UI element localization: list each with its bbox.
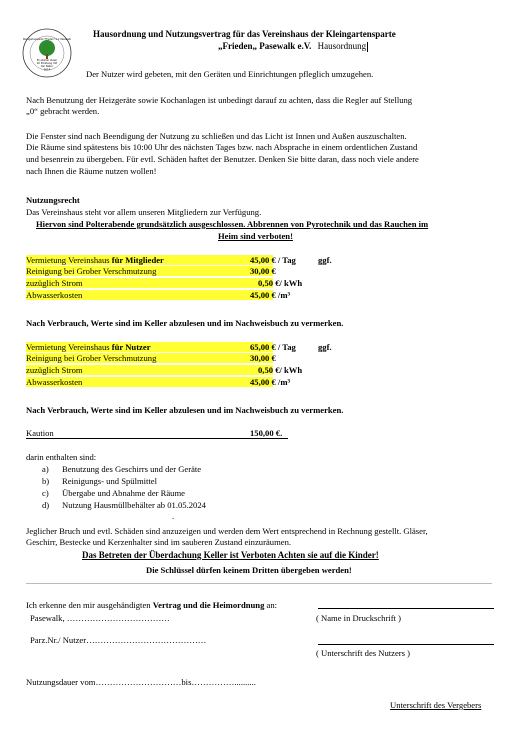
price-value: 0,50 €/ kWh [258, 365, 303, 375]
kaution-value: 150,00 €. [250, 428, 283, 438]
price-value: 30,00 € [250, 266, 276, 276]
price-value: 30,00 € [250, 353, 276, 363]
parz-field[interactable]: Parz.Nr./ Nutzer…………………………………… [30, 635, 207, 645]
price-value: 0,50 €/ kWh [258, 278, 303, 288]
price-extra: ggf. [318, 342, 332, 352]
p1-line-2: „0“ gebracht werden. [26, 106, 100, 116]
price-extra: ggf. [318, 255, 332, 265]
title-suffix: Hausordnung [317, 41, 367, 51]
list-item: Benutzung des Geschirrs und der Geräte [62, 464, 202, 474]
note-meter-1: Nach Verbrauch, Werte sind im Keller abzulesen und im Nachweisbuch zu vermerken. [26, 318, 344, 328]
warning-keller: Das Betreten der Überdachung Keller ist Verboten Achten sie auf die Kinder! [82, 550, 379, 560]
included-heading: darin enthalten sind: [26, 452, 97, 462]
name-caption: ( Name in Druckschrift ) [316, 613, 401, 623]
list-marker: a) [42, 464, 49, 474]
p1-line-1: Nach Benutzung der Heizgeräte sowie Kochanlagen ist unbedingt darauf zu achten, dass die Regler auf Stellung [26, 95, 413, 105]
p2-line-1: Die Fenster sind nach Beendigung der Nutzung zu schließen und das Licht ist Innen und Außen auszuschalten. [26, 131, 407, 141]
list-marker: c) [42, 488, 49, 498]
p3-line-2: Geschirr, Bestecke und Kerzenhalter sind im sauberen Zustand einzuräumen. [26, 537, 292, 547]
price-row: Reinigung bei Grober Verschmutzung [26, 353, 157, 363]
p2-line-2: Die Räume sind spätestens bis 10:00 Uhr des nächsten Tages bzw. nach Absprache in einem ordentlichen Zustand [26, 142, 418, 152]
intro-text: Der Nutzer wird gebeten, mit den Geräten und Einrichtungen pfleglich umzugehen. [86, 69, 374, 79]
price-value: 45,00 € /m³ [250, 290, 291, 300]
price-row: Reinigung bei Grober Verschmutzung [26, 266, 157, 276]
warning-keys: Die Schlüssel dürfen keinem Dritten übergeben werden! [146, 565, 352, 575]
warning-polterabend-1: Hiervon sind Polterabende grundsätzlich ausgeschlossen. Abbrennen von Pyrotechnik und das Rauchen im [36, 219, 429, 229]
price-row: Vermietung Vereinshaus für Mitglieder [26, 255, 164, 265]
list-item: Reinigungs- und Spülmittel [62, 476, 158, 486]
stray-dot: . [172, 511, 175, 521]
club-logo [22, 28, 72, 78]
price-value: 65,00 € / Tag [250, 342, 296, 352]
nutzungsrecht-text: Das Vereinshaus steht vor allem unseren Mitgliedern zur Verfügung. [26, 207, 262, 217]
p2-line-3: und besenrein zu übergeben. Für evtl. Schäden haftet der Benutzer. Denken Sie bitte daran, dass noch viele andere [26, 154, 419, 164]
club-name: „Frieden„ Pasewalk e.V. [218, 41, 312, 51]
note-meter-2: Nach Verbrauch, Werte sind im Keller abzulesen und im Nachweisbuch zu vermerken. [26, 405, 344, 415]
title-line-2 [218, 41, 368, 52]
issuer-signature: Unterschrift des Vergebers [390, 700, 482, 710]
acknowledge-text: Ich erkenne den mir ausgehändigten Vertrag und die Heimordnung an: [26, 600, 278, 610]
price-row: zuzüglich Strom [26, 365, 83, 375]
price-row: Abwasserkosten [26, 377, 83, 387]
title-line-1: Hausordnung und Nutzungsvertrag für das Vereinshaus der Kleingartensparte [93, 29, 396, 39]
svg-text:Ein starker Verein: Ein starker Verein [36, 59, 58, 62]
svg-text:Kleingartensparte "Frieden" e.: Kleingartensparte "Frieden" e.V. Pasewalk [22, 38, 72, 41]
tree-icon [39, 40, 55, 56]
name-signature-line[interactable] [318, 608, 494, 609]
nutzungsrecht-heading: Nutzungsrecht [26, 195, 80, 205]
list-marker: d) [42, 500, 50, 510]
text-cursor [367, 42, 368, 52]
svg-text:der Natur: der Natur [40, 65, 54, 68]
list-item: Übergabe und Abnahme der Räume [62, 488, 185, 498]
duration-field[interactable]: Nutzungsdauer vom…………………………bis…………….......... [26, 677, 256, 687]
signature-caption: ( Unterschrift des Nutzers ) [316, 648, 411, 658]
p3-line-1: Jeglicher Bruch und evtl. Schäden sind anzuzeigen und werden dem Wert entsprechend in Rechnung gestellt. Gläser, [26, 526, 428, 536]
list-item: Nutzung Hausmüllbehälter ab 01.05.2024 [62, 500, 206, 510]
user-signature-line[interactable] [318, 644, 494, 645]
warning-polterabend-2: Heim sind verboten! [218, 231, 293, 241]
price-value: 45,00 € /m³ [250, 377, 291, 387]
svg-text:2014: 2014 [43, 68, 51, 72]
price-row: Vermietung Vereinshaus für Nutzer [26, 342, 151, 352]
price-value: 45,00 € / Tag [250, 255, 296, 265]
price-row: zuzüglich Strom [26, 278, 83, 288]
p2-line-4: nach Ihnen die Räume nutzen wollen! [26, 166, 157, 176]
svg-text:Im Einklang mit: Im Einklang mit [36, 62, 58, 65]
price-row: Abwasserkosten [26, 290, 83, 300]
kaution-label: Kaution [26, 428, 54, 438]
place-field[interactable]: Pasewalk, ……………………………… [30, 613, 170, 623]
list-marker: b) [42, 476, 50, 486]
